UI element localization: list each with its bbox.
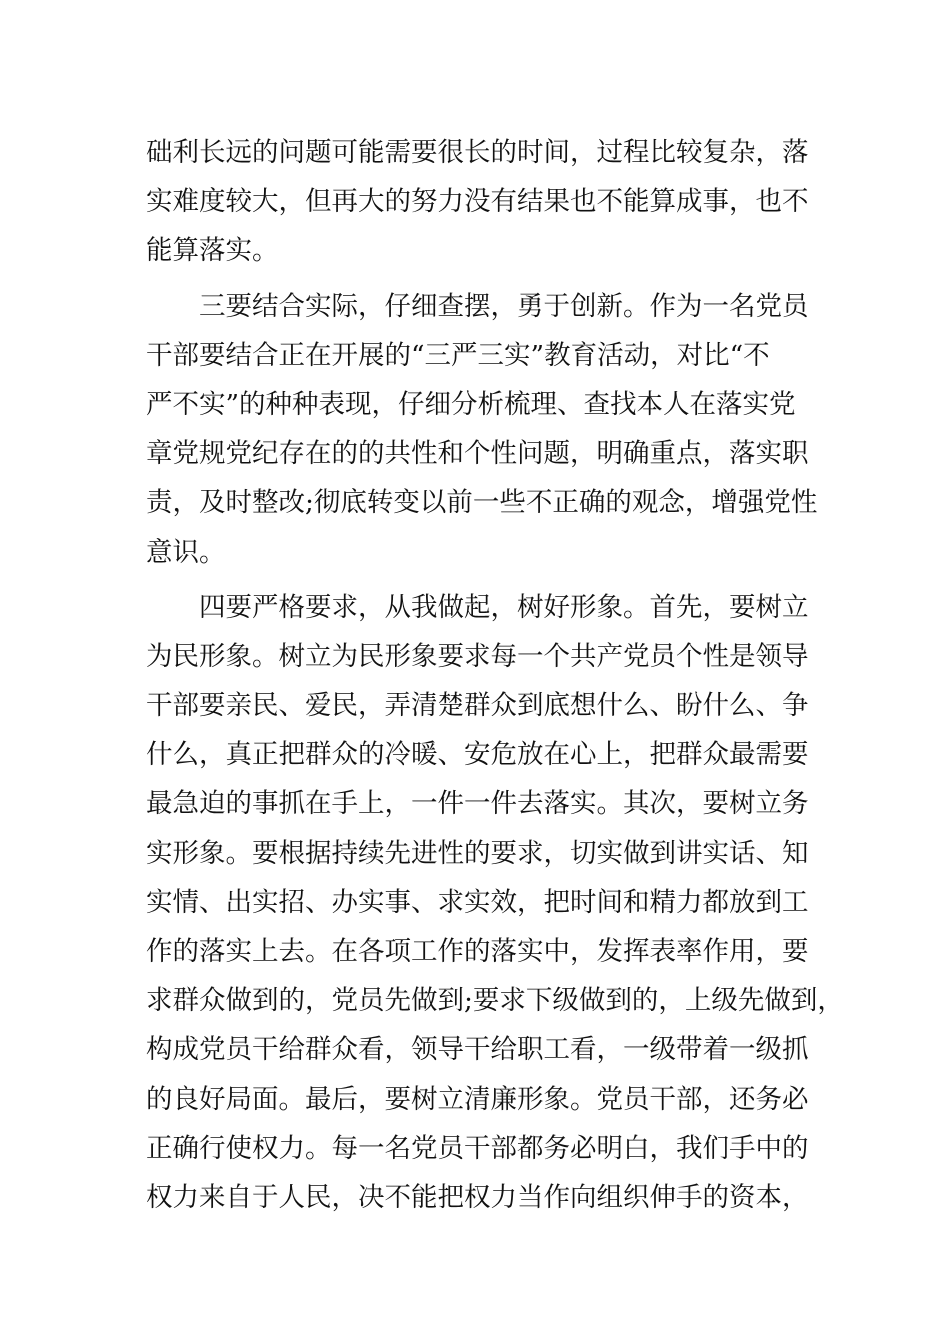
text-line: 最急迫的事抓在手上，一件一件去落实。其次，要树立务 (146, 788, 809, 820)
paragraph-3 (146, 583, 844, 1222)
text-line: 干部要亲民、爱民，弄清楚群众到底想什么、盼什么、争 (146, 690, 809, 722)
text-line: 能算落实。 (146, 235, 279, 267)
text-line: 权力来自于人民，决不能把权力当作向组织伸手的资本， (146, 1181, 809, 1213)
text-line: 实形象。要根据持续先进性的要求，切实做到讲实话、知 (146, 837, 809, 869)
text-line: 为民形象。树立为民形象要求每一个共产党员个性是领导 (146, 640, 809, 672)
paragraph-2 (146, 282, 826, 577)
text-line: 正确行使权力。每一名党员干部都务必明白，我们手中的 (146, 1132, 809, 1164)
text-line: 什么，真正把群众的冷暖、安危放在心上，把群众最需要 (146, 739, 809, 771)
text-line: 作的落实上去。在各项工作的落实中，发挥表率作用，要 (146, 936, 809, 967)
body-text (146, 128, 844, 1222)
text-line: 章党规党纪存在的的共性和个性问题，明确重点，落实职 (146, 438, 809, 470)
text-line: 求群众做到的，党员先做到;要求下级做到的，上级先做到， (146, 985, 844, 1017)
text-line: 四要严格要求，从我做起，树好形象。首先，要树立 (146, 591, 809, 623)
text-line: 实情、出实招、办实事、求实效，把时间和精力都放到工 (146, 886, 809, 918)
text-line: 三要结合实际，仔细查摆，勇于创新。作为一名党员 (146, 290, 809, 322)
text-line: 实难度较大，但再大的努力没有结果也不能算成事，也不 (146, 186, 809, 218)
text-line: 责，及时整改;彻底转变以前一些不正确的观念，增强党性 (146, 487, 818, 519)
text-line: 础利长远的问题可能需要很长的时间，过程比较复杂，落 (146, 137, 809, 168)
text-line: 的良好局面。最后，要树立清廉形象。党员干部，还务必 (146, 1083, 809, 1115)
text-line: 干部要结合正在开展的“三严三实”教育活动，对比“不 (146, 339, 770, 371)
text-line: 意识。 (146, 536, 226, 568)
paragraph-1 (146, 128, 826, 276)
text-line: 严不实”的种种表现，仔细分析梳理、查找本人在落实党 (146, 388, 796, 420)
text-line: 构成党员干给群众看，领导干给职工看，一级带着一级抓 (146, 1034, 809, 1066)
